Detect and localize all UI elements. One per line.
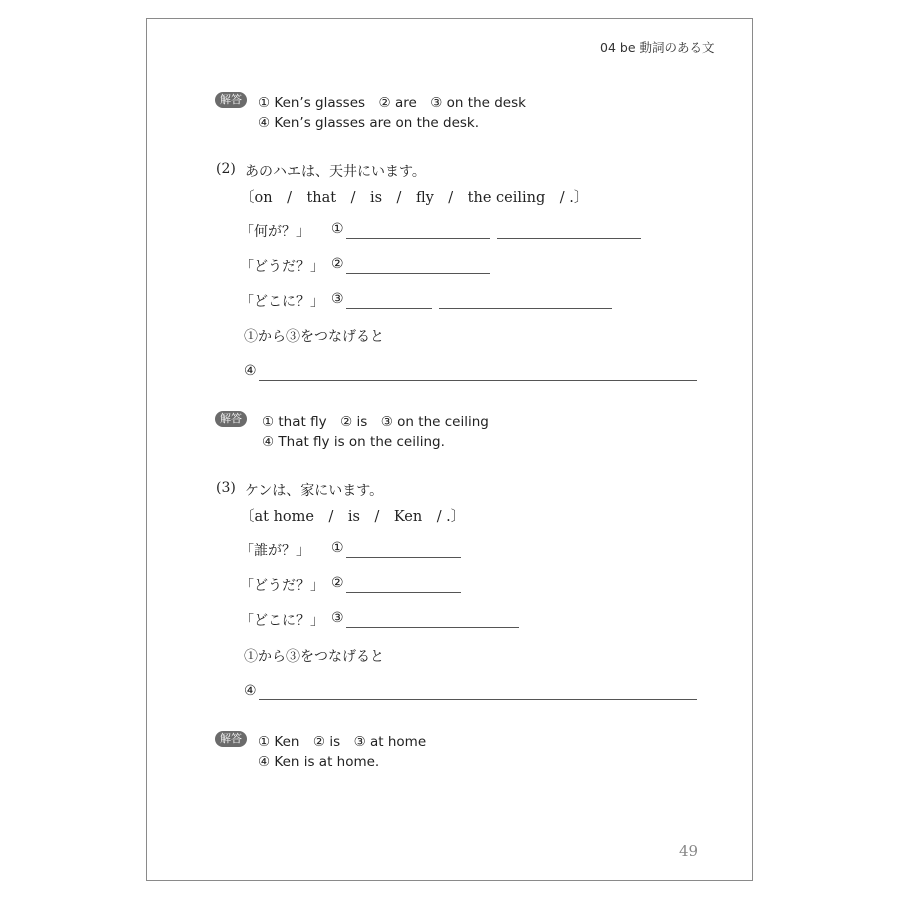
- q3-blank-2[interactable]: [346, 592, 461, 593]
- answer3-line1: ① Ken ② is ③ at home: [258, 734, 427, 750]
- workbook-page: [146, 18, 753, 881]
- answer2-line1: ① that fly ② is ③ on the ceiling: [262, 414, 489, 430]
- q3-blank-3[interactable]: [346, 627, 519, 628]
- q2-blank-1b[interactable]: [497, 238, 641, 239]
- q2-label-what: 「何が？」: [240, 224, 310, 240]
- q3-number: (3): [216, 480, 236, 496]
- q2-circle-2: ②: [331, 256, 344, 272]
- q2-circle-3: ③: [331, 291, 344, 307]
- chapter-header: 04 be 動詞のある文: [600, 40, 715, 55]
- q2-connect-instruction: ①から③をつなげると: [244, 329, 384, 345]
- q2-word-bank: 〔on / that / is / fly / the ceiling / .〕: [240, 190, 589, 206]
- q2-label-where: 「どこに？」: [240, 294, 324, 310]
- q2-blank-1a[interactable]: [346, 238, 490, 239]
- q3-circle-4: ④: [244, 683, 257, 699]
- q3-blank-4[interactable]: [259, 699, 697, 700]
- q2-number: (2): [216, 161, 236, 177]
- q2-circle-4: ④: [244, 363, 257, 379]
- q3-label-who: 「誰が？」: [240, 543, 310, 559]
- q2-blank-3b[interactable]: [439, 308, 612, 309]
- q2-blank-2[interactable]: [346, 273, 490, 274]
- q3-blank-1[interactable]: [346, 557, 461, 558]
- q3-circle-3: ③: [331, 610, 344, 626]
- q3-circle-2: ②: [331, 575, 344, 591]
- q3-prompt: ケンは、家にいます。: [245, 483, 384, 499]
- answer3-line2: ④ Ken is at home.: [258, 754, 380, 770]
- q3-connect-instruction: ①から③をつなげると: [244, 649, 384, 665]
- q2-blank-4[interactable]: [259, 380, 697, 381]
- answer-badge: 解答: [215, 731, 247, 747]
- q3-circle-1: ①: [331, 540, 344, 556]
- q2-label-how: 「どうだ？」: [240, 259, 324, 275]
- page-number: 49: [679, 842, 699, 860]
- q2-blank-3a[interactable]: [346, 308, 432, 309]
- q3-word-bank: 〔at home / is / Ken / .〕: [240, 509, 466, 525]
- q2-circle-1: ①: [331, 221, 344, 237]
- answer1-line2: ④ Ken’s glasses are on the desk.: [258, 115, 480, 131]
- q3-label-where: 「どこに？」: [240, 613, 324, 629]
- q3-label-how: 「どうだ？」: [240, 578, 324, 594]
- q2-prompt: あのハエは、天井にいます。: [245, 164, 426, 180]
- answer-badge: 解答: [215, 92, 247, 108]
- answer2-line2: ④ That fly is on the ceiling.: [262, 434, 445, 450]
- answer1-line1: ① Ken’s glasses ② are ③ on the desk: [258, 95, 526, 111]
- answer-badge: 解答: [215, 411, 247, 427]
